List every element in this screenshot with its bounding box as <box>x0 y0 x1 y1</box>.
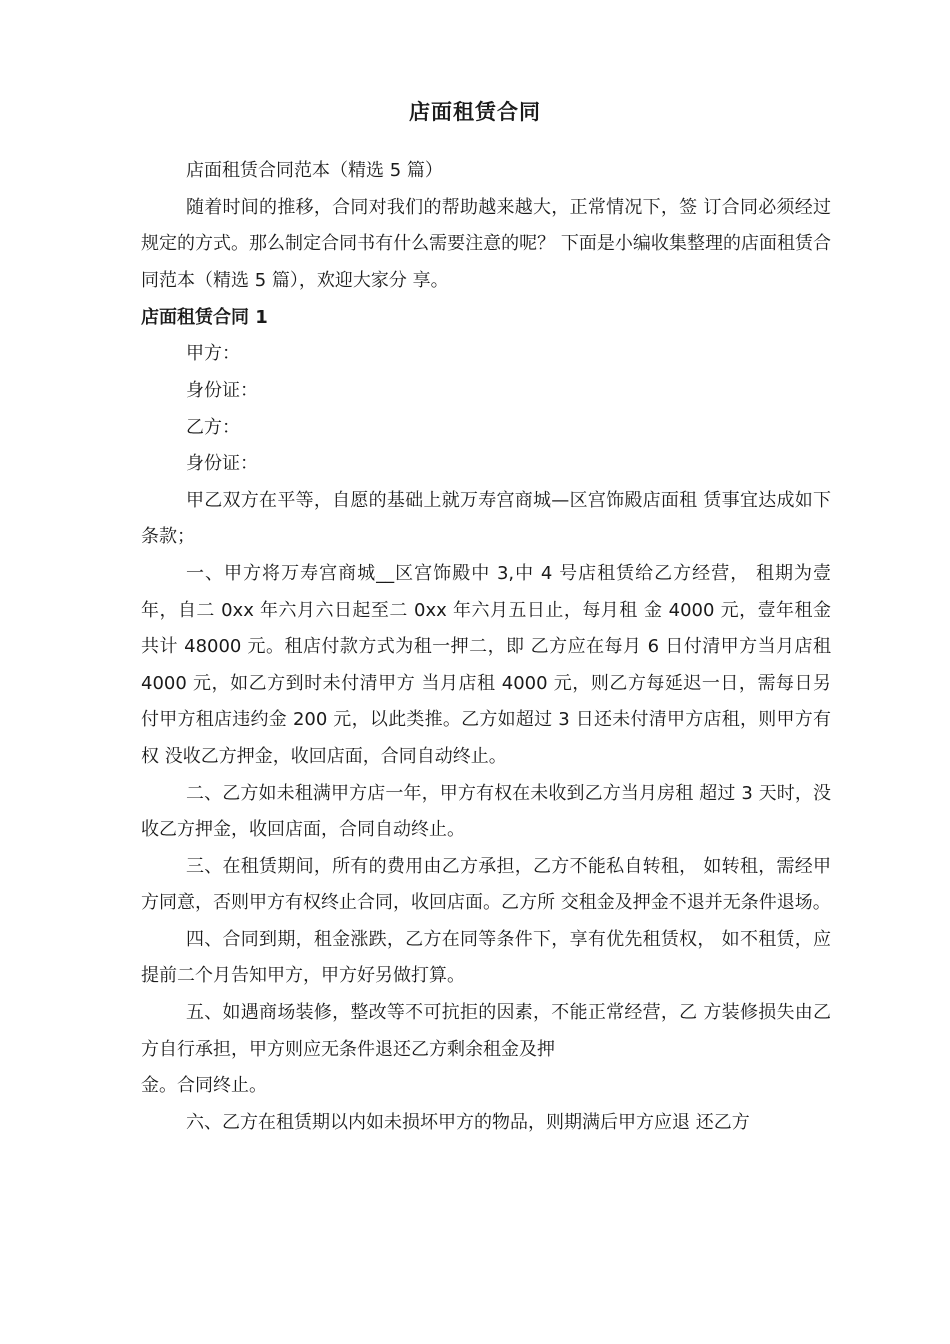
clause-6-paragraph: 六、乙方在租赁期以内如未损坏甲方的物品，则期满后甲方应退 还乙方 <box>186 1111 750 1133</box>
clause-4-paragraph: 四、合同到期，租金涨跌，乙方在同等条件下，享有优先租赁权， 如不租赁，应提前二个月告知甲方，甲方好另做打算。 <box>141 928 831 987</box>
clause-2-paragraph: 二、乙方如未租满甲方店一年，甲方有权在未收到乙方当月房租 超过 3 天时，没收乙方押金，收回店面，合同自动终止。 <box>141 782 831 841</box>
preamble-paragraph: 甲乙双方在平等，自愿的基础上就万寿宫商城—区宫饰殿店面租 赁事宜达成如下条款； <box>141 489 831 548</box>
party-b-id-line: 身份证： <box>186 453 258 475</box>
intro-paragraph: 随着时间的推移，合同对我们的帮助越来越大，正常情况下，签 订合同必须经过规定的方式。那么制定合同书有什么需要注意的呢？ 下面是小编收集整理的店面租赁合同范本（精选 5 篇），欢迎大家分 享。 <box>141 196 831 291</box>
document-body <box>141 153 831 1141</box>
clause-1-paragraph: 一、甲方将万寿宫商城__区宫饰殿中 3,中 4 号店租赁给乙方经营， 租期为壹年，自二 0xx 年六月六日起至二 0xx 年六月五日止，每月租 金 4000 元，壹年租金共计 48000 元。租店付款方式为租一押二，即 乙方应在每月 6 日付清甲方当月店租 4000 元，如乙方到时未付清甲方 当月店租 4000 元，则乙方每延迟一日，需每日另付甲方租店违约金 200 元，以此类推。乙方如超过 3 日还未付清甲方店租，则甲方有权 没收乙方押金，收回店面，合同自动终止。 <box>141 562 831 767</box>
section-heading: 店面租赁合同 1 <box>141 307 268 329</box>
document-title: 店面租赁合同 <box>409 100 541 124</box>
party-b-line: 乙方： <box>186 416 240 438</box>
clause-3-paragraph: 三、在租赁期间，所有的费用由乙方承担，乙方不能私自转租， 如转租，需经甲方同意，否则甲方有权终止合同，收回店面。乙方所 交租金及押金不退并无条件退场。 <box>141 855 831 914</box>
clause-5-paragraph: 五、如遇商场装修，整改等不可抗拒的因素，不能正常经营，乙 方装修损失由乙方自行承担，甲方则应无条件退还乙方剩余租金及押 <box>141 1002 831 1060</box>
document-subtitle: 店面租赁合同范本（精选 5 篇） <box>186 160 443 181</box>
clause-5-continuation: 金。合同终止。 <box>141 1075 267 1097</box>
party-a-line: 甲方： <box>186 343 240 365</box>
party-a-id-line: 身份证： <box>186 379 258 401</box>
